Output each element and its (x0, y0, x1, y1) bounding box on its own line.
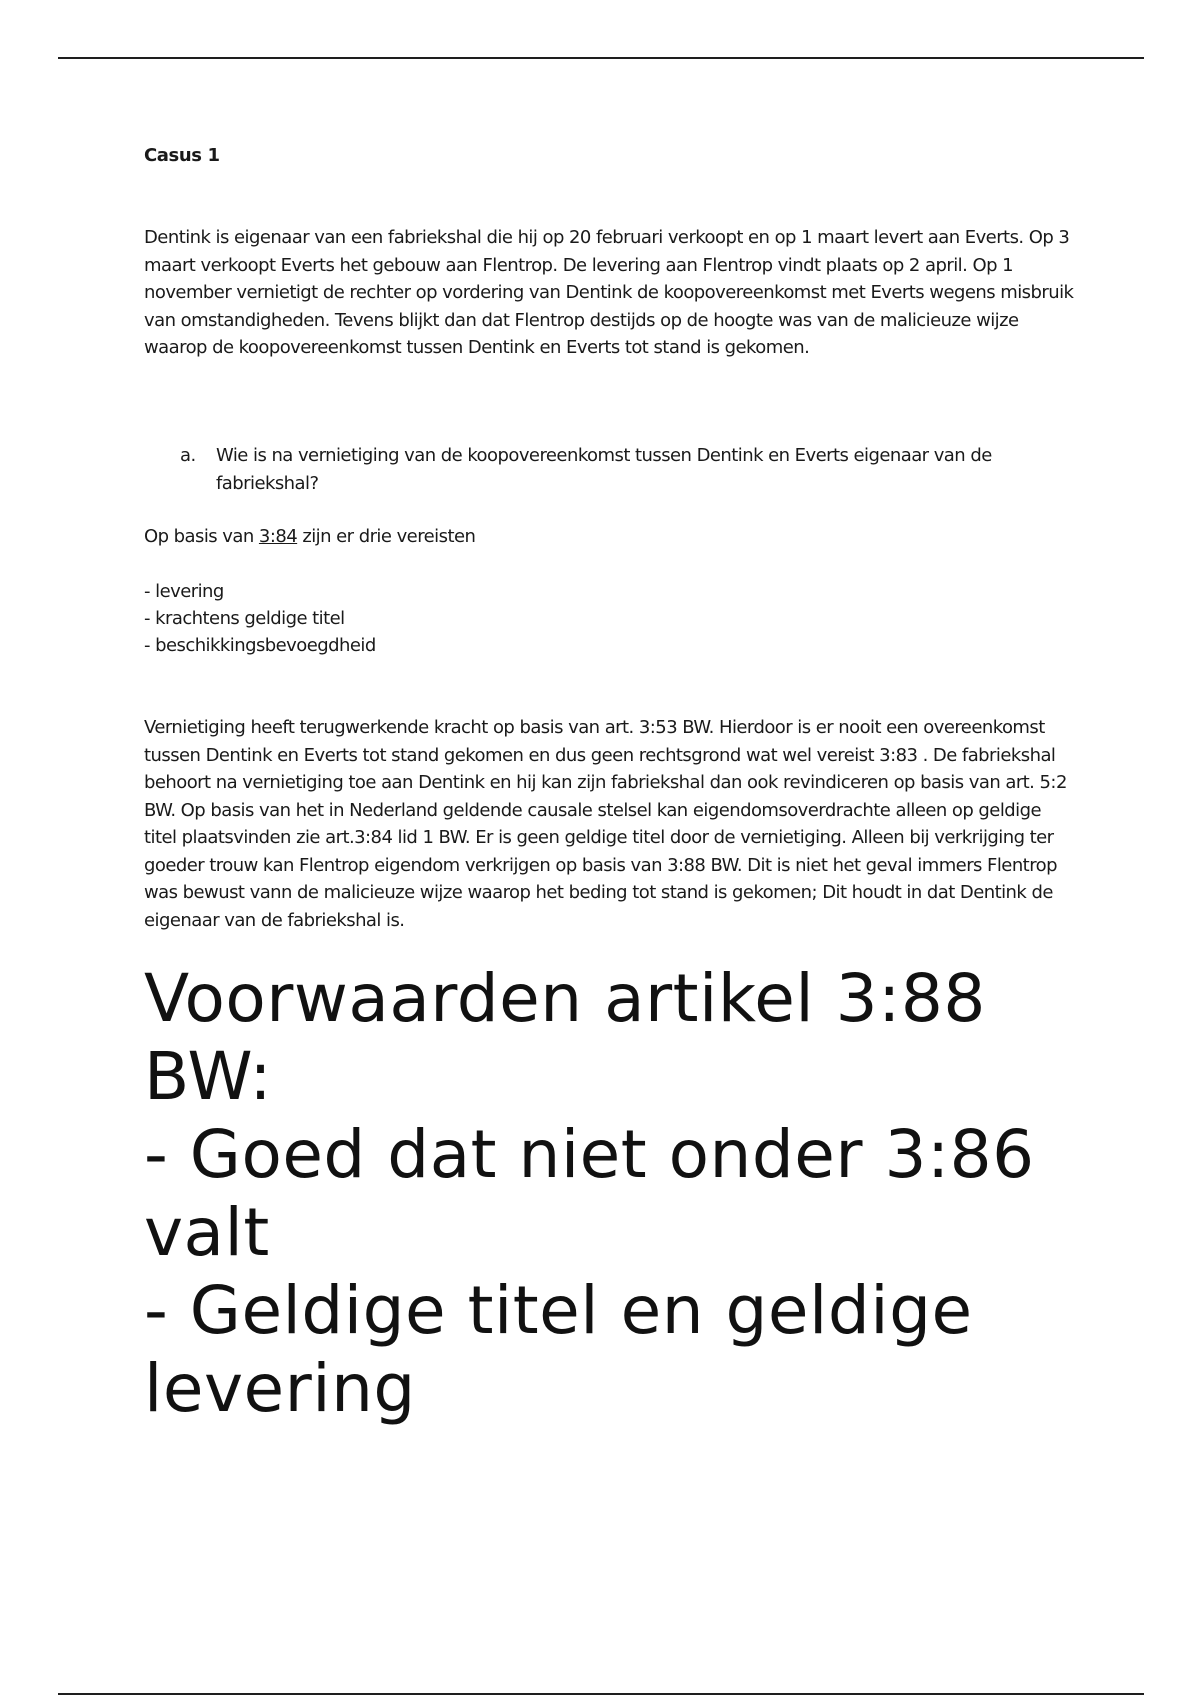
article-reference-link[interactable]: 3:84 (258, 526, 298, 547)
basis-suffix: zijn er drie vereisten (297, 526, 476, 547)
bottom-rule (58, 1693, 1144, 1695)
question-text: Wie is na vernietiging van de koopovereenkomst tussen Dentink en Everts eigenaar van de fabriekshal? (216, 445, 992, 494)
large-note-line: valt (144, 1194, 270, 1271)
case-intro-paragraph: Dentink is eigenaar van een fabriekshal die hij op 20 februari verkoopt en op 1 maart levert aan Everts. Op 3 maart verkoopt Everts het gebouw aan Flentrop. De levering aan Flentrop vindt plaats op 2 april. Op 1 november vernietigt de rechter op vordering van Dentink de koopovereenkomst met Everts wegens misbruik van omstandigheden. Tevens blijkt dan dat Flentrop destijds op de hoogte was van de malicieuze wijze waarop de koopovereenkomst tussen Dentink en Everts tot stand is gekomen. (144, 227, 1074, 358)
large-note-line: Voorwaarden artikel 3:88 (144, 960, 986, 1037)
basis-prefix: Op basis van (144, 526, 259, 547)
question-a (180, 442, 1040, 497)
large-note (144, 960, 1104, 1428)
list-item: - beschikkingsbevoegdheid (144, 632, 376, 659)
basis-sentence (144, 523, 1074, 551)
top-rule (58, 57, 1144, 59)
large-note-line: - Goed dat niet onder 3:86 (144, 1116, 1035, 1193)
analysis-paragraph: Vernietiging heeft terugwerkende kracht op basis van art. 3:53 BW. Hierdoor is er nooit een overeenkomst tussen Dentink en Everts tot stand gekomen en dus geen rechtsgrond wat wel vereist 3:83 . De fabriekshal behoort na vernietiging toe aan Dentink en hij kan zijn fabriekshal dan ook revindiceren op basis van art. 5:2 BW. Op basis van het in Nederland geldende causale stelsel kan eigendomsoverdrachte alleen op geldige titel plaatsvinden zie art.3:84 lid 1 BW. Er is geen geldige titel door de vernietiging. Alleen bij verkrijging ter goeder trouw kan Flentrop eigendom verkrijgen op basis van 3:88 BW. Dit is niet het geval immers Flentrop was bewust vann de malicieuze wijze waarop het beding tot stand is gekomen; Dit houdt in dat Dentink de eigenaar van de fabriekshal is. (144, 717, 1067, 931)
large-note-line: BW: (144, 1038, 273, 1115)
list-item: - levering (144, 578, 376, 605)
list-item: - krachtens geldige titel (144, 605, 376, 632)
question-marker: a. (180, 445, 196, 466)
case-heading: Casus 1 (144, 145, 220, 166)
large-note-line: levering (144, 1350, 416, 1427)
requirements-list (144, 578, 376, 659)
large-note-line: - Geldige titel en geldige (144, 1272, 973, 1349)
